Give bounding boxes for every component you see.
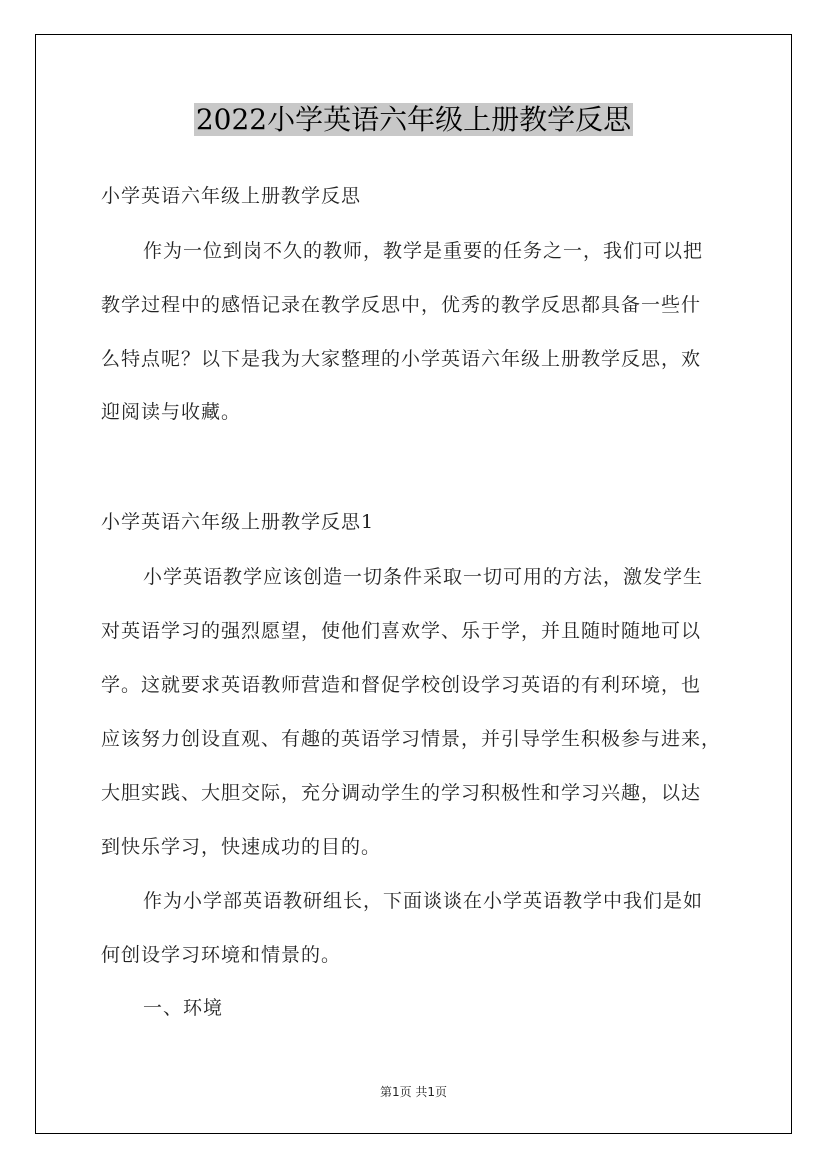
para2-line-2: 何创设学习环境和情景的。 bbox=[101, 944, 342, 966]
document-title bbox=[0, 98, 827, 142]
para1-line-1: 小学英语教学应该创造一切条件采取一切可用的方法，激发学生 bbox=[143, 566, 704, 588]
para1-line-3: 学。这就要求英语教师营造和督促学校创设学习英语的有利环境，也 bbox=[101, 674, 702, 696]
para1-line-6: 到快乐学习，快速成功的目的。 bbox=[101, 836, 382, 858]
intro-line-1: 作为一位到岗不久的教师，教学是重要的任务之一，我们可以把 bbox=[143, 240, 704, 262]
section-heading: 小学英语六年级上册教学反思1 bbox=[101, 511, 375, 533]
subtitle: 小学英语六年级上册教学反思 bbox=[101, 185, 362, 207]
document-title-text: 2022小学英语六年级上册教学反思 bbox=[195, 103, 632, 136]
para1-line-2: 对英语学习的强烈愿望，使他们喜欢学、乐于学，并且随时随地可以 bbox=[101, 620, 702, 642]
subheading-environment: 一、环境 bbox=[143, 997, 224, 1019]
para2-line-1: 作为小学部英语教研组长，下面谈谈在小学英语教学中我们是如 bbox=[143, 890, 704, 912]
para1-line-5: 大胆实践、大胆交际，充分调动学生的学习积极性和学习兴趣，以达 bbox=[101, 782, 702, 804]
intro-line-3: 么特点呢？以下是我为大家整理的小学英语六年级上册教学反思，欢 bbox=[101, 348, 702, 370]
para1-line-4: 应该努力创设直观、有趣的英语学习情景，并引导学生积极参与进来， bbox=[101, 728, 722, 750]
intro-line-4: 迎阅读与收藏。 bbox=[101, 401, 242, 423]
page-footer: 第1页 共1页 bbox=[379, 1085, 448, 1099]
intro-line-2: 教学过程中的感悟记录在教学反思中，优秀的教学反思都具备一些什 bbox=[101, 294, 702, 316]
